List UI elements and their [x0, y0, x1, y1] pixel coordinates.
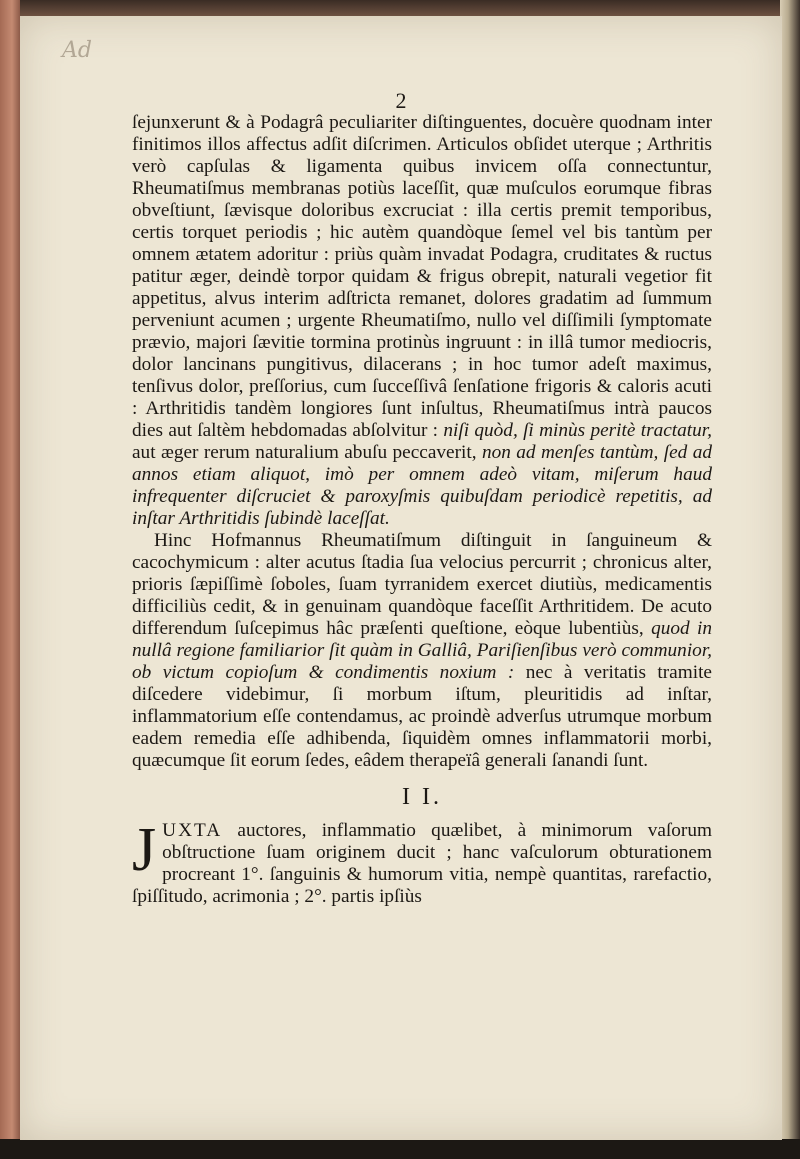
paragraph-1-italic-2: non ad menſes tantùm, ſed ad annos etiam aliquot, imò per omnem adeò vitam, miſerum haud infrequenter diſcruciet & paroxyſmis quibuſdam periodicè repetitis, ad inſtar Arthritidis ſubindè laceſſat.	[132, 442, 712, 529]
paragraph-1-text: ſejunxerunt & à Podagrâ peculiariter diſtinguentes, docuère quodnam inter finitimos illos affectus adſit diſcrimen. Articulos obſidet uterque ; Arthritis verò capſulas & ligamenta quibus invicem oſſa connectuntur, Rheumatiſmus membranas potiùs laceſſit, quæ muſculos eorumque fibras obveſtiunt, ſævisque doloribus excruciat : illa certis premit temporibus, certis torquet periodis ; hic autèm quandòque ſemel vel bis tantùm per omnem ætatem adoritur : priùs quàm invadat Podagra, cruditates & ructus patitur æger, deindè torpor quidam & frigus obrepit, naturali vegetior fit appetitus, alvus interim adſtricta remanet, dolores gradatim ad ſummum perveniunt acumen ; urgente Rheumatiſmo, nullo vel diſſimili ſymptomate prævio, majori ſævitie tormina protinùs ingruunt : in illâ tumor mediocris, dolor lancinans pungitivus, dilacerans ; in hoc tumor adeſt maximus, tenſivus dolor, preſſorius, cum ſucceſſivâ ſenſatione frigoris & caloris acuti : Arthritidis tandèm longiores ſunt inſultus, Rheumatiſmus intrà paucos dies aut ſaltèm hebdomadas abſolvitur :	[132, 112, 712, 441]
paragraph-2-start: Hinc Hofmannus Rheumatiſmum diſtinguit in ſanguineum & cacochymicum : alter acutus ſtadia ſua velocius percurrit ; chronicus alter, prioris ſæpiſſimè ſoboles, ſuam tyrranidem exercet diutiùs, medicamentis difficiliùs cedit, & in genuinam quandòque faceſſit Arthritidem. De acuto differendum ſuſcepimus hâc præſenti queſtione, eòque lubentiùs,	[132, 530, 712, 639]
page-number: 2	[395, 88, 407, 113]
paragraph-2-italic: quod in nullâ regione familiarior ſit quàm in Galliâ, Pariſienſibus verò communior, ob victum copioſum & condimentis noxium :	[132, 618, 712, 683]
section-2-paragraph	[132, 816, 712, 908]
paragraph-1	[132, 112, 712, 530]
book-bottom-edge	[0, 1139, 800, 1159]
section-heading: I I.	[402, 784, 442, 810]
book-left-edge	[0, 0, 20, 1159]
book-page	[20, 16, 782, 1140]
section-2-caps: UXTA	[162, 820, 223, 841]
book-right-edge	[780, 0, 800, 1159]
corner-handwritten-mark: Ad	[62, 38, 92, 63]
drop-cap: J	[132, 816, 157, 884]
paragraph-1-italic: niſi quòd, ſi minùs peritè tractatur,	[443, 420, 712, 441]
paragraph-2	[132, 530, 712, 772]
paragraph-1-mid: aut æger rerum naturalium abuſu peccaverit,	[132, 442, 477, 463]
main-text	[132, 112, 712, 908]
section-2-text: auctores, inflammatio quælibet, à minimorum vaſorum obſtructione ſuam originem ducit ; hanc vaſculorum obturationem procreant 1°. ſanguinis & humorum vitia, nempè quantitas, rarefactio, ſpiſſitudo, acrimonia ; 2°. partis ipſiùs	[132, 820, 712, 907]
paragraph-2-end: nec à veritatis tramite diſcedere videbimur, ſi morbum iſtum, pleuritidis ad inſtar, inflammatorium eſſe contendamus, ac proindè adverſus utrumque morbum eadem remedia eſſe adhibenda, ſiquidèm omnes inflammatorii morbi, quæcumque ſit eorum ſedes, eâdem therapeïâ generali ſanandi ſunt.	[132, 662, 712, 771]
